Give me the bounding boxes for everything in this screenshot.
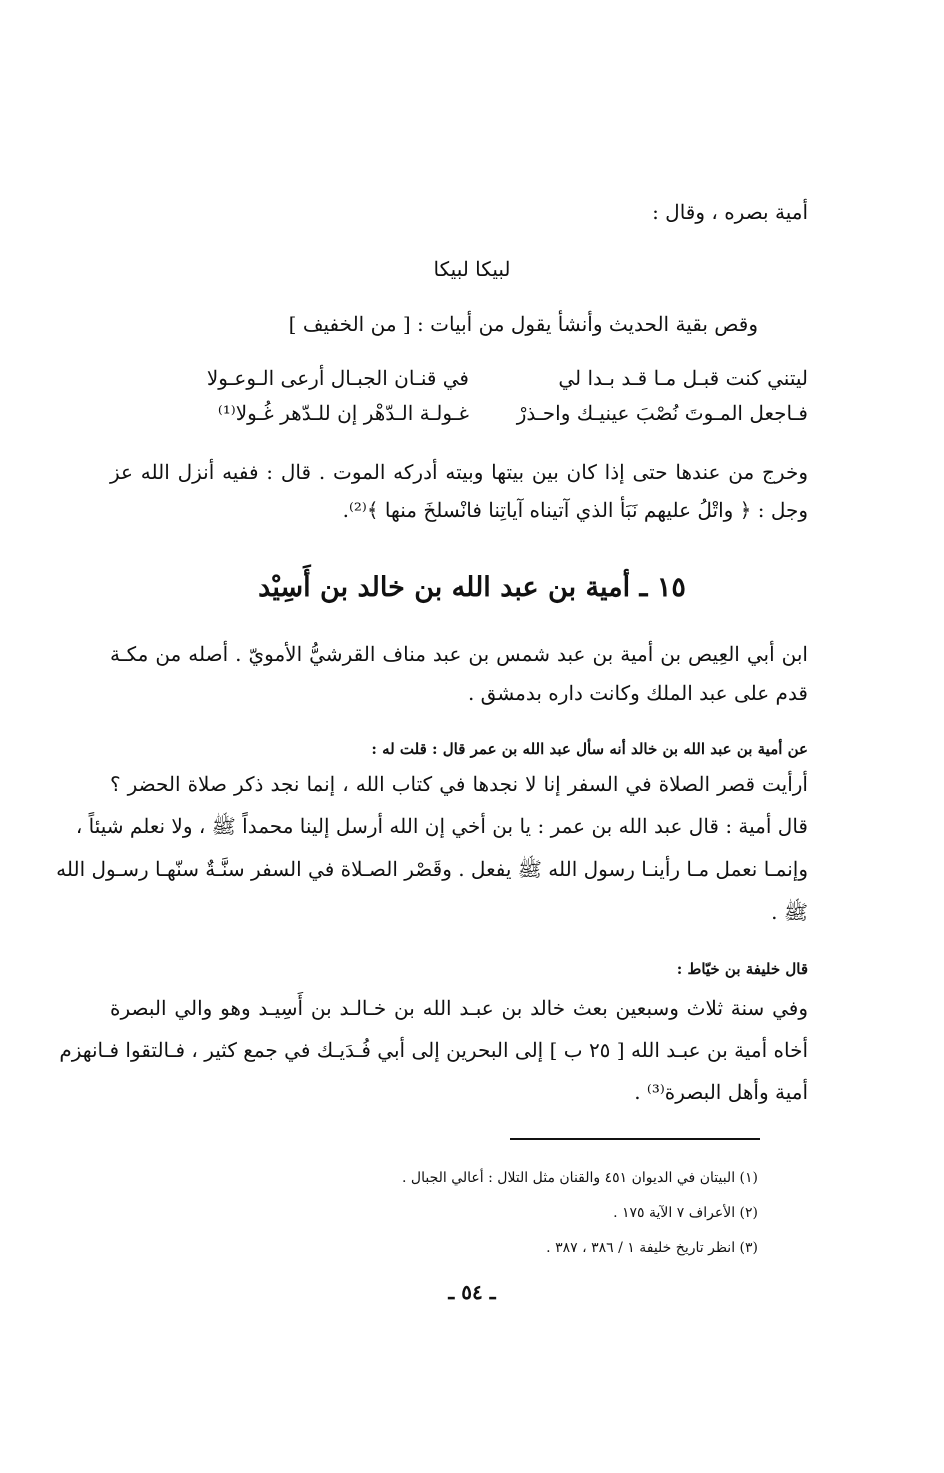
verse-2-hemistich-2: غـولـة الـدّهْر إن للـدّهر غُـولا⁽¹⁾ bbox=[217, 401, 469, 425]
bio-line: قدم على عبد الملك وكانت داره بدمشق . bbox=[467, 681, 808, 705]
call-line: لبيكا لبيكا bbox=[433, 257, 511, 281]
verse-1-hemistich-2: في قنـان الجبـال أرعى الـوعـولا bbox=[206, 366, 469, 390]
footnote: (٢) الأعراف ٧ الآية ١٧٥ . bbox=[613, 1205, 758, 1221]
page-number: ـ ٥٤ ـ bbox=[448, 1280, 496, 1304]
verse-intro-line: وقص بقية الحديث وأنشأ يقول من أبيات : [ من الخفيف ] bbox=[288, 312, 758, 336]
paragraph-line: وجل : ﴿ واتْلُ عليهم نَبَأ الذي آتيناه آياتِنا فانْسلخَ منها ﴾⁽²⁾. bbox=[342, 498, 808, 522]
footnote: (١) البيتان في الديوان ٤٥١ والقنان مثل التلال : أعالي الجبال . bbox=[402, 1170, 758, 1186]
footnote: (٣) انظر تاريخ خليفة ١ / ٣٨٦ ، ٣٨٧ . bbox=[546, 1240, 758, 1256]
verse-1-hemistich-1: ليتني كنت قبـل مـا قـد بـدا لي bbox=[558, 366, 808, 390]
isnad-line: عن أمية بن عبد الله بن خالد أنه سأل عبد الله بن عمر قال : قلت له : bbox=[371, 740, 808, 758]
isnad-line: قال خليفة بن خيّاط : bbox=[676, 960, 808, 978]
hadith-line: وإنمـا نعمل مـا رأينـا رسول الله ﷺ يفعل . وقَصْر الصـلاة في السفر سنَّـةٌ سنّهـا رسـول الله bbox=[56, 857, 808, 881]
narrative-line: أمية وأهل البصرة⁽³⁾ . bbox=[634, 1080, 808, 1104]
hadith-line: قال أمية : قال عبد الله بن عمر : يا بن أخي إن الله أرسل إلينا محمداً ﷺ ، ولا نعلم شيئاً ، bbox=[75, 814, 808, 838]
hadith-line: ﷺ . bbox=[771, 900, 808, 924]
hadith-line: أرأيت قصر الصلاة في السفر إنا لا نجدها في كتاب الله ، إنما نجد ذكر صلاة الحضر ؟ bbox=[110, 772, 808, 796]
section-heading: ١٥ ـ أمية بن عبد الله بن خالد بن أَسِيْد bbox=[258, 572, 686, 603]
bio-line: ابن أبي العِيص بن أمية بن عبد شمس بن عبد مناف القرشيُّ الأمويّ . أصله من مكـة bbox=[110, 642, 808, 666]
footnote-divider bbox=[510, 1138, 760, 1140]
narrative-line: أخاه أمية بن عبـد الله [ ٢٥ ب ] إلى البحرين إلى أبي فُـدَيـك في جمع كثير ، فـالتقوا فـانهزم bbox=[59, 1038, 808, 1062]
intro-line: أمية بصره ، وقال : bbox=[652, 200, 808, 224]
paragraph-line: وخرج من عندها حتى إذا كان بين بيتها وبيته أدركه الموت . قال : ففيه أنزل الله عز bbox=[110, 460, 808, 484]
narrative-line: وفي سنة ثلاث وسبعين بعث خالد بن عبـد الله بن خـالـد بن أَسِيـد وهو والي البصرة bbox=[110, 996, 808, 1020]
verse-2-hemistich-1: فـاجعل المـوتَ نُصْبَ عينيـك واحـذرْ bbox=[516, 401, 808, 425]
